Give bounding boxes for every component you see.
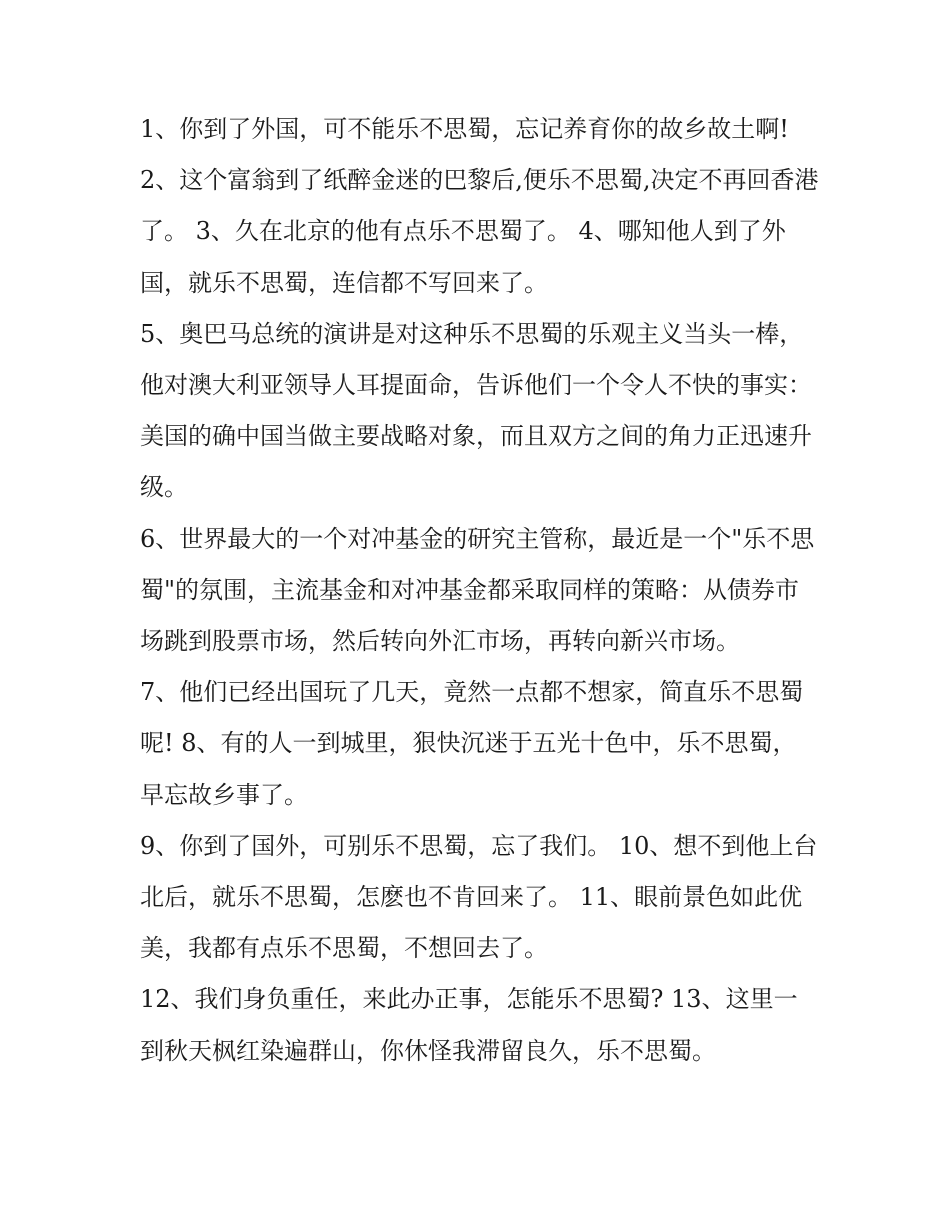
paragraph-6: 9、你到了国外，可别乐不思蜀，忘了我们。 10、想不到他上台北后，就乐不思蜀，怎麽也不肯回来了。 11、眼前景色如此优美，我都有点乐不思蜀，不想回去了。 [140,831,818,963]
paragraph-7: 12、我们身负重任，来此办正事，怎能乐不思蜀? 13、这里一到秋天枫红染遍群山，你休怪我滞留良久，乐不思蜀。 [140,985,798,1065]
paragraph-3: 5、奥巴马总统的演讲是对这种乐不思蜀的乐观主义当头一棒，他对澳大利亚领导人耳提面命，告诉他们一个令人不快的事实：美国的确中国当做主要战略对象，而且双方之间的角力正迅速升级。 [140,319,812,502]
paragraph-4: 6、世界最大的一个对冲基金的研究主管称，最近是一个"乐不思蜀"的氛围，主流基金和对冲基金都采取同样的策略：从债券市场跳到股票市场，然后转向外汇市场，再转向新兴市场。 [140,524,815,656]
paragraph-1: 1、你到了外国，可不能乐不思蜀，忘记养育你的故乡故土啊! [140,115,789,143]
paragraph-2: 2、这个富翁到了纸醉金迷的巴黎后,便乐不思蜀,决定不再回香港了。 3、久在北京的他有点乐不思蜀了。 4、哪知他人到了外国，就乐不思蜀，连信都不写回来了。 [140,166,819,297]
paragraph-5: 7、他们已经出国玩了几天，竟然一点都不想家，简直乐不思蜀呢! 8、有的人一到城里，狠快沉迷于五光十色中，乐不思蜀，早忘故乡事了。 [140,678,804,809]
document-body [140,104,820,1077]
